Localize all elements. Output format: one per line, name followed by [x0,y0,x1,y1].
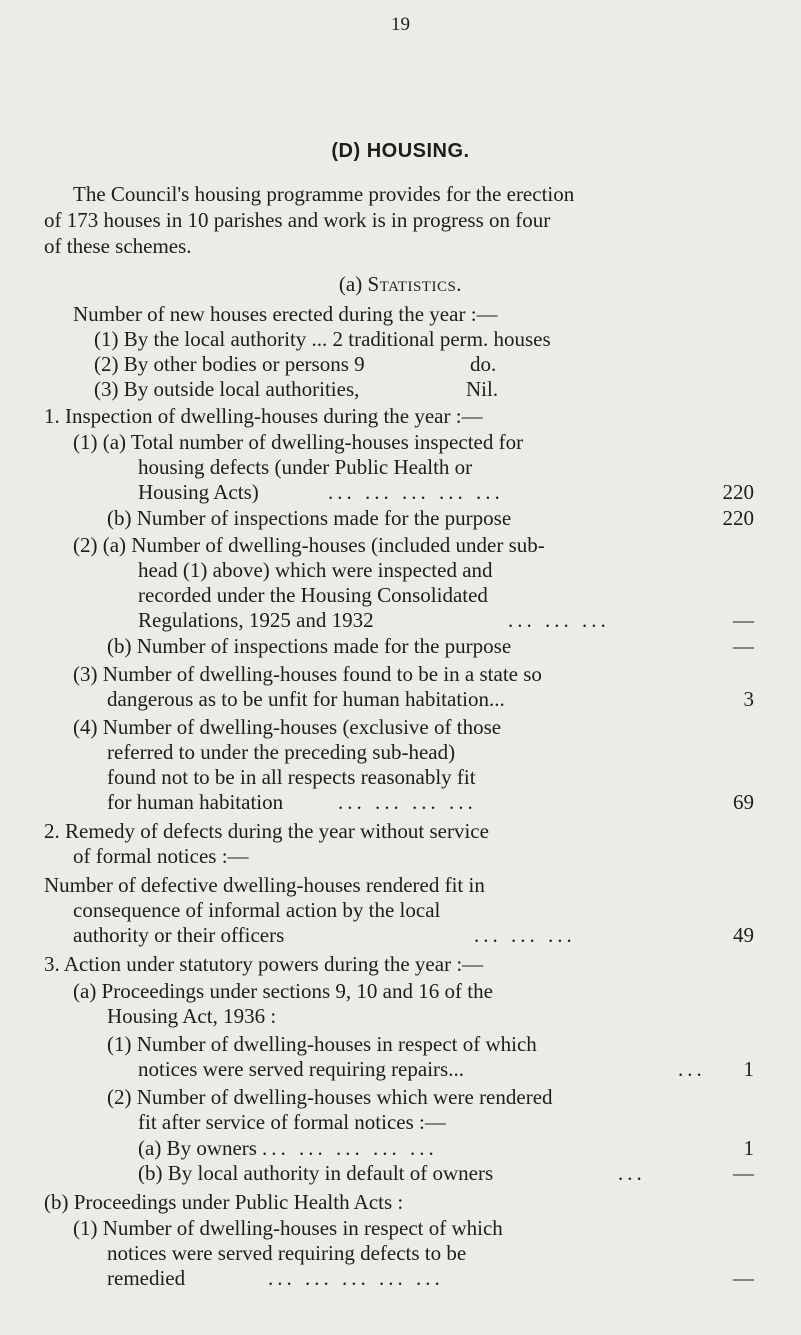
item-4-line-2: referred to under the preceding sub-head) [107,740,456,764]
item-2a-value: — [733,608,754,632]
item-1a-value: 220 [722,480,754,504]
section-3-title: 3. Action under statutory powers during the year :— [44,952,484,976]
section-2-leader-dots: ... ... ... [474,923,576,947]
page-number: 19 [391,14,410,35]
item-2a-leader-dots: ... ... ... [508,608,610,632]
new-houses-item-2: (2) By other bodies or persons 9 [94,352,365,376]
section-3b1-value: — [733,1266,754,1290]
item-3-value: 3 [743,687,754,711]
item-4-leader-dots: ... ... ... ... [338,790,477,814]
section-3b1-line-2: notices were served requiring defects to be [107,1241,467,1265]
section-3a1-value: 1 [743,1057,754,1081]
section-3a-line-1: (a) Proceedings under sections 9, 10 and 16 of the [73,979,493,1003]
item-2a-line-4: Regulations, 1925 and 1932 [138,608,374,632]
new-houses-item-1: (1) By the local authority ... 2 traditional perm. houses [94,327,551,351]
section-3a1-line-1: (1) Number of dwelling-houses in respect of which [107,1032,537,1056]
item-2b-text: (b) Number of inspections made for the purpose [107,634,512,658]
new-houses-item-3: (3) By outside local authorities, [94,377,360,401]
section-2-body-line-2: consequence of informal action by the local [73,898,441,922]
section-3b1-leader-dots: ... ... ... ... ... [268,1266,444,1290]
section-2-body-line-3: authority or their officers [73,923,285,947]
item-1a-line-3: Housing Acts) [138,480,259,504]
section-3a2b-value: — [733,1161,754,1185]
section-3a2-line-2: fit after service of formal notices :— [138,1110,446,1134]
section-2-body-line-1: Number of defective dwelling-houses rendered fit in [44,873,485,897]
item-3-line-2: dangerous as to be unfit for human habitation... [107,687,505,711]
section-3b1-line-1: (1) Number of dwelling-houses in respect of which [73,1216,503,1240]
section-2-title-line-1: 2. Remedy of defects during the year without service [44,819,489,843]
intro-line-1: The Council's housing programme provides for the erection [73,182,575,206]
item-4-line-4: for human habitation [107,790,284,814]
section-3a2a-leader-dots: ... ... ... ... ... [262,1136,438,1160]
section-2-value: 49 [733,923,754,947]
new-houses-item-2-note: do. [470,352,497,376]
item-1a-leader-dots: ... ... ... ... ... [328,480,504,504]
item-4-line-3: found not to be in all respects reasonably fit [107,765,476,789]
item-2b-value: — [733,634,754,658]
section-2-title-line-2: of formal notices :— [73,844,249,868]
section-3a2-line-1: (2) Number of dwelling-houses which were rendered [107,1085,553,1109]
item-4-value: 69 [733,790,754,814]
statistics-heading [0,272,801,297]
item-2a-line-1: (2) (a) Number of dwelling-houses (included under sub- [73,533,545,557]
item-1a-line-2: housing defects (under Public Health or [138,455,473,479]
statistics-title: Statistics. [367,272,463,296]
new-houses-label: Number of new houses erected during the year :— [73,302,498,326]
section-heading: (D) HOUSING. [331,140,470,162]
section-3a2a-value: 1 [743,1136,754,1160]
new-houses-item-3-value: Nil. [466,377,499,401]
item-1a-line-1: (1) (a) Total number of dwelling-houses inspected for [73,430,524,454]
item-2a-line-2: head (1) above) which were inspected and [138,558,493,582]
section-3b1-line-3: remedied [107,1266,186,1290]
section-3a1-leader-dots: ... [678,1057,706,1081]
section-1-title: 1. Inspection of dwelling-houses during the year :— [44,404,483,428]
section-3a2a-text: (a) By owners [138,1136,257,1160]
item-3-line-1: (3) Number of dwelling-houses found to be in a state so [73,662,542,686]
section-3b-line: (b) Proceedings under Public Health Acts : [44,1190,404,1214]
statistics-prefix: (a) [338,272,363,296]
item-1b-value: 220 [722,506,754,530]
section-3a-line-2: Housing Act, 1936 : [107,1004,277,1028]
section-3a1-line-2: notices were served requiring repairs... [138,1057,464,1081]
intro-line-3: of these schemes. [44,234,192,258]
section-3a2b-text: (b) By local authority in default of owners [138,1161,494,1185]
section-3a2b-leader-dots: ... [618,1161,646,1185]
intro-line-2: of 173 houses in 10 parishes and work is in progress on four [44,208,551,232]
item-4-line-1: (4) Number of dwelling-houses (exclusive of those [73,715,502,739]
item-2a-line-3: recorded under the Housing Consolidated [138,583,488,607]
item-1b-text: (b) Number of inspections made for the purpose [107,506,512,530]
